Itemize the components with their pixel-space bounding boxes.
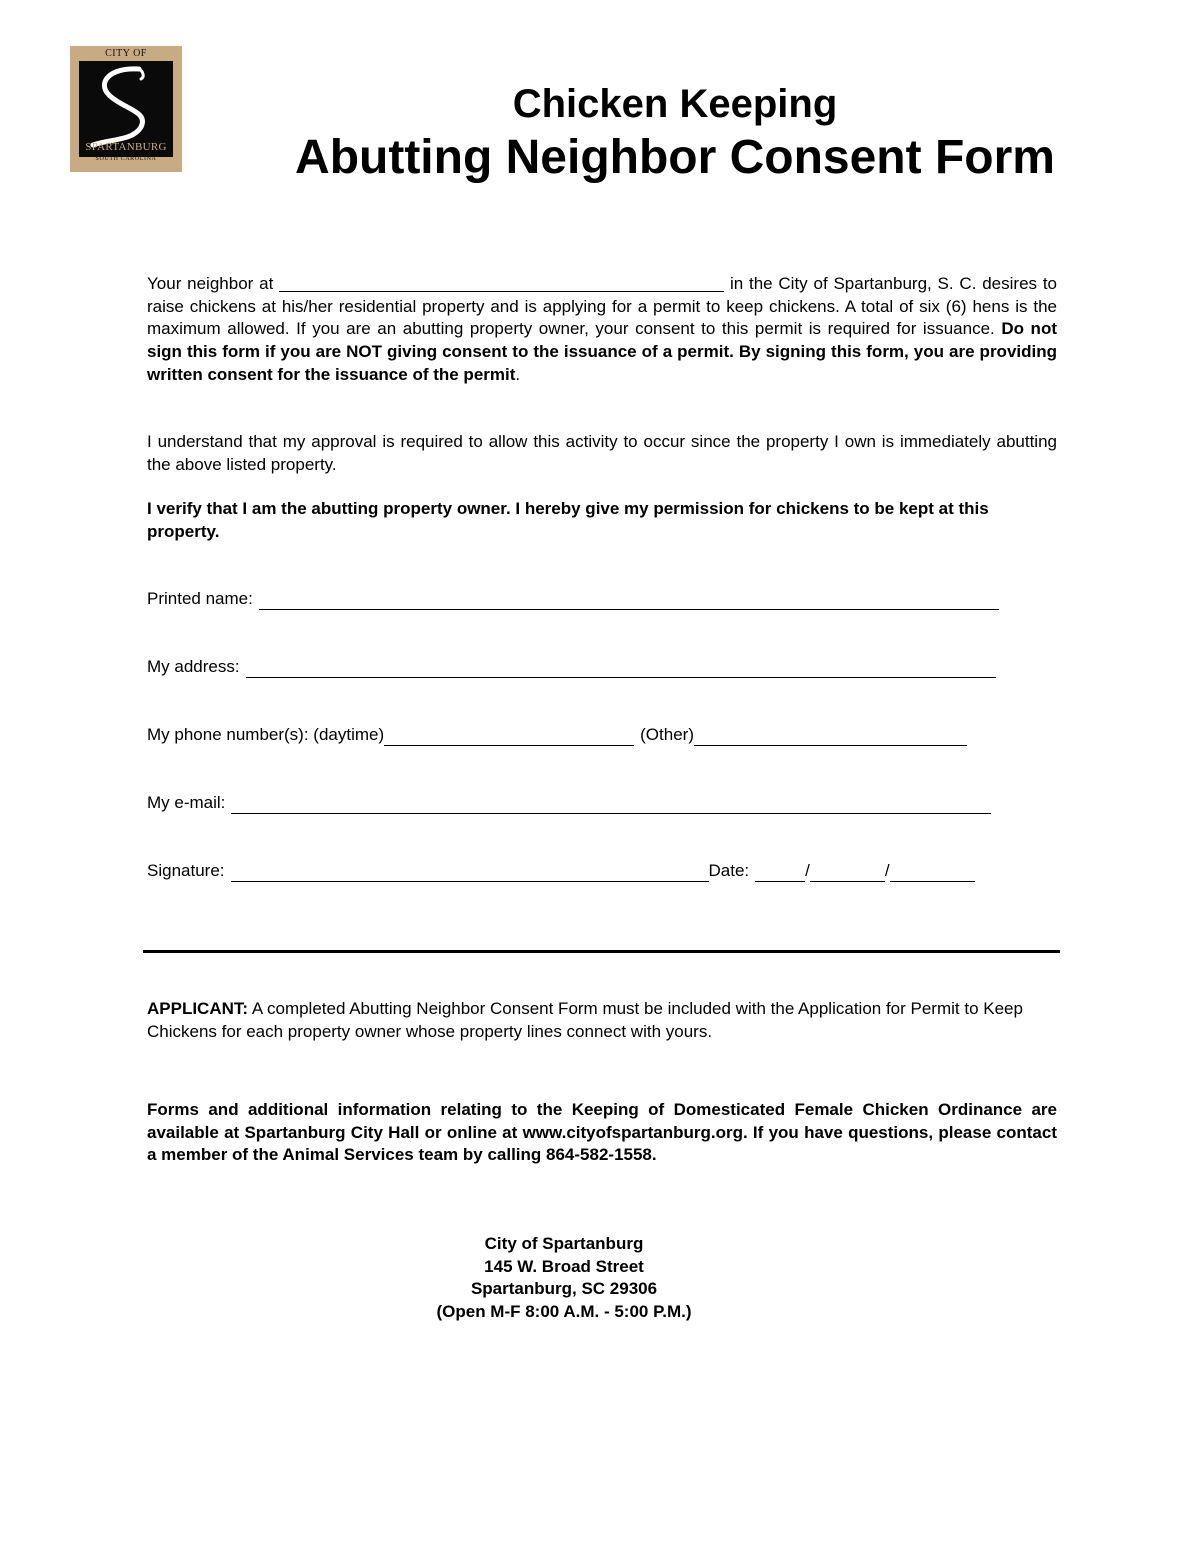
intro-bold-warning: Do not sign this form if you are NOT giving consent to the issuance of a permit. By signing this form, you are providing written consent for the issuance of the permit — [147, 319, 1057, 384]
office-hours: (Open M-F 8:00 A.M. - 5:00 P.M.) — [436, 1302, 692, 1321]
address-line-2: 145 W. Broad Street — [484, 1257, 644, 1276]
printed-name-field[interactable] — [259, 591, 999, 610]
email-row — [147, 792, 991, 814]
title-small: Chicken Keeping — [512, 82, 838, 126]
printed-name-label: Printed name: — [147, 589, 253, 608]
logo-state: SOUTH CAROLINA — [95, 156, 157, 162]
signature-label: Signature: — [147, 861, 225, 880]
phone-other-label: (Other) — [640, 725, 694, 744]
neighbor-address-blank[interactable] — [279, 277, 724, 292]
date-month-field[interactable] — [755, 863, 805, 882]
page-title: Abutting Neighbor Consent Form — [295, 131, 1055, 184]
date-day-field[interactable] — [810, 863, 885, 882]
signature-field[interactable] — [231, 863, 709, 882]
section-divider — [143, 950, 1060, 953]
email-field[interactable] — [231, 795, 991, 814]
logo-city-of: CITY OF — [105, 48, 147, 59]
info-paragraph: Forms and additional information relating to the Keeping of Domesticated Female Chicken Ordinance are available at Spartanburg City Hall or online at www.cityofspartanburg.org. If you have questions, please contact a member of the Animal Services team by calling 864-582-1558. — [147, 1100, 1057, 1165]
address-label: My address: — [147, 657, 240, 676]
applicant-label: APPLICANT: — [147, 999, 249, 1018]
date-slash: / — [884, 861, 890, 880]
phone-other-field[interactable] — [694, 727, 967, 746]
applicant-paragraph — [147, 998, 1037, 1043]
address-field[interactable] — [246, 659, 996, 678]
phone-daytime-field[interactable] — [384, 727, 634, 746]
printed-name-row — [147, 588, 999, 610]
understand-paragraph: I understand that my approval is required to allow this activity to occur since the property I own is immediately abutting the above listed property. — [147, 432, 1057, 474]
signature-row — [147, 860, 975, 882]
phone-row — [147, 724, 967, 746]
address-row — [147, 656, 996, 678]
applicant-text: A completed Abutting Neighbor Consent Form must be included with the Application for Permit to Keep Chickens for each property owner whose property lines connect with yours. — [147, 999, 1023, 1041]
intro-start: Your neighbor at — [147, 274, 274, 293]
intro-paragraph — [147, 273, 1057, 387]
date-label: Date: — [708, 861, 750, 880]
email-label: My e-mail: — [147, 793, 226, 812]
phone-daytime-label: My phone number(s): (daytime) — [147, 725, 385, 744]
date-slash: / — [805, 861, 810, 880]
verify-paragraph: I verify that I am the abutting property owner. I hereby give my permission for chickens to be kept at this property. — [147, 499, 989, 541]
intro-body: in the City of Spartanburg, S. C. desires to raise chickens at his/her residential property and is applying for a permit to keep chickens. A total of six (6) hens is the maximum allowed. If you are an abutting property owner, your consent to this permit is required for issuance. — [147, 274, 1058, 339]
date-year-field[interactable] — [890, 863, 975, 882]
city-logo — [70, 46, 182, 172]
intro-end: . — [515, 364, 521, 384]
logo-city-name: SPARTANBURG — [85, 141, 167, 153]
address-line-1: City of Spartanburg — [484, 1234, 644, 1253]
address-line-3: Spartanburg, SC 29306 — [470, 1279, 658, 1298]
